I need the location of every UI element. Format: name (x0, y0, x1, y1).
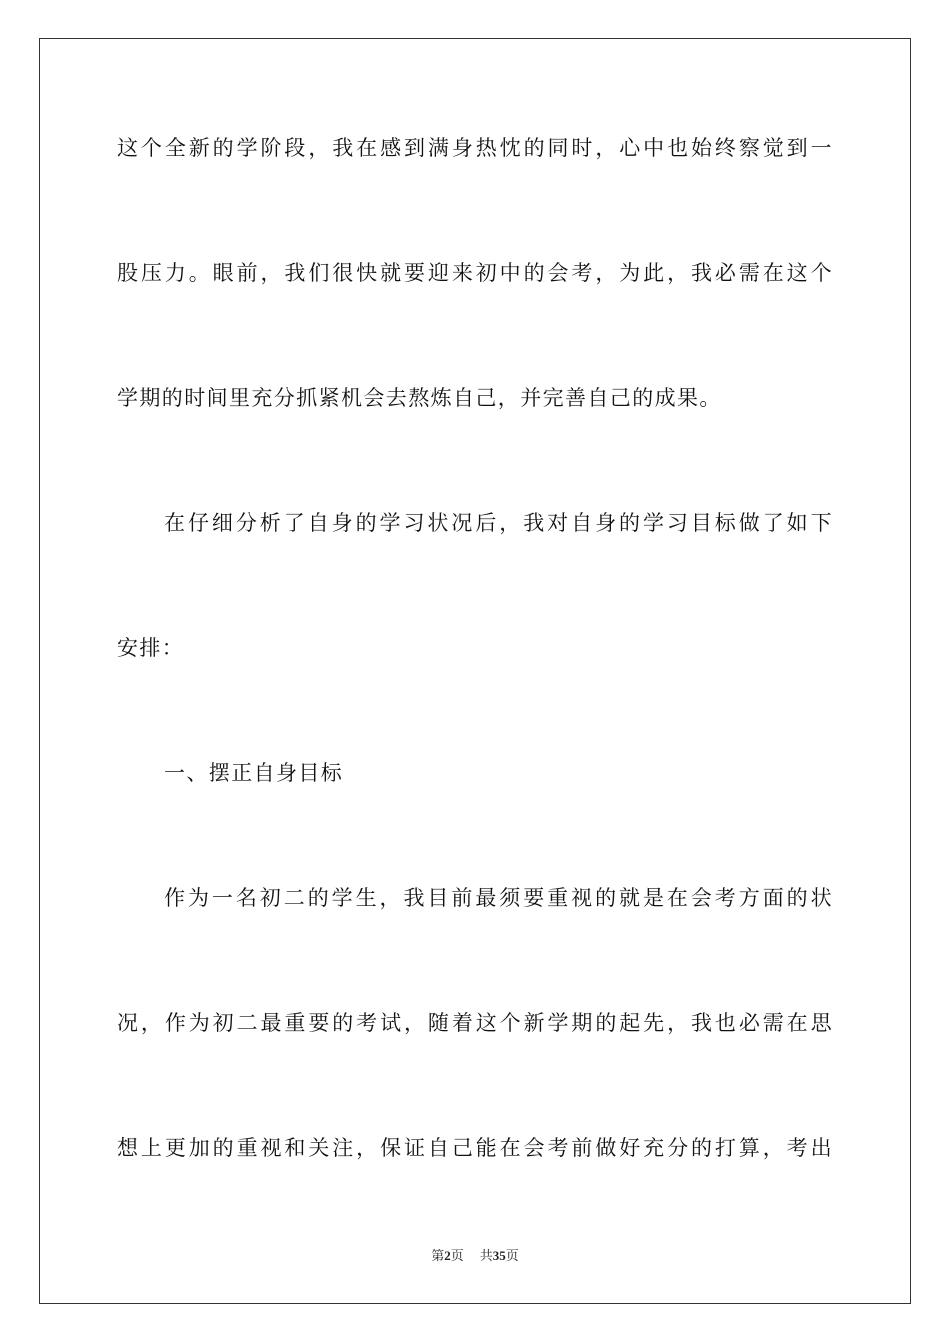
body-line-4: 在仔细分析了自身的学习状况后，我对自身的学习目标做了如下 (164, 511, 833, 535)
section-heading: 一、摆正自身目标 (164, 761, 344, 785)
total-suffix: 页 (505, 1249, 519, 1264)
page-number: 2 (444, 1248, 451, 1263)
body-line-5: 安排： (117, 636, 185, 660)
body-line-7: 作为一名初二的学生，我目前最须要重视的就是在会考方面的状 (164, 886, 833, 910)
body-line-3: 学期的时间里充分抓紧机会去熬炼自己，并完善自己的成果。 (117, 386, 722, 410)
total-pages: 35 (492, 1248, 506, 1263)
page-footer (0, 1247, 950, 1266)
body-line-8: 况，作为初二最重要的考试，随着这个新学期的起先，我也必需在思 (117, 1011, 833, 1035)
total-prefix: 共 (479, 1249, 493, 1264)
page-suffix: 页 (450, 1249, 464, 1264)
body-line-1: 这个全新的学阶段，我在感到满身热忱的同时，心中也始终察觉到一 (117, 136, 833, 160)
body-line-9: 想上更加的重视和关注，保证自己能在会考前做好充分的打算，考出 (117, 1136, 833, 1160)
page-prefix: 第 (431, 1249, 445, 1264)
body-line-2: 股压力。眼前，我们很快就要迎来初中的会考，为此，我必需在这个 (117, 261, 833, 285)
page-frame (39, 38, 911, 1304)
